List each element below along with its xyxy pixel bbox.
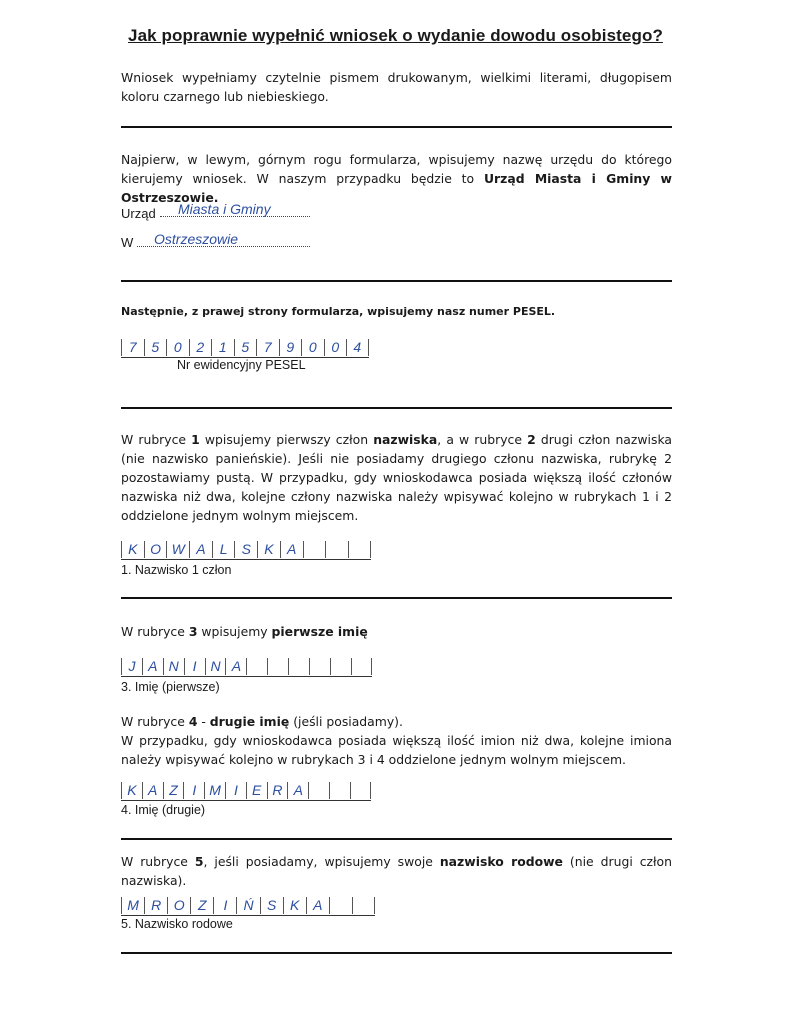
letter-box: I	[184, 658, 205, 675]
office-instructions	[121, 150, 672, 207]
letter-box: K	[257, 541, 280, 558]
pesel-instructions: Następnie, z prawej strony formularza, wpisujemy nasz numer PESEL.	[121, 305, 556, 318]
text: (jeśli posiadamy).	[289, 714, 403, 729]
letter-box	[267, 658, 288, 675]
divider	[121, 838, 672, 840]
letter-box: A	[306, 897, 329, 914]
office-instructions-text: Najpierw, w lewym, górnym rogu formularza, wpisujemy nazwę urzędu do którego kierujemy wniosek. W naszym przypadku będzie to	[121, 152, 672, 186]
letter-box: 0	[301, 339, 324, 356]
letter-box	[309, 658, 330, 675]
letter-box: L	[212, 541, 235, 558]
bold-term: nazwisko rodowe	[439, 854, 563, 869]
pesel-boxes	[121, 339, 369, 358]
letter-box: 7	[256, 339, 279, 356]
text: , a w rubryce	[437, 432, 528, 447]
second-name-instructions	[121, 712, 672, 769]
city-field-label: W	[121, 235, 134, 250]
text: -	[197, 714, 210, 729]
second-name-caption: 4. Imię (drugie)	[121, 803, 206, 817]
letter-box	[329, 897, 352, 914]
pesel-caption: Nr ewidencyjny PESEL	[177, 358, 306, 372]
letter-box: N	[163, 658, 184, 675]
letter-box: O	[144, 541, 167, 558]
field-number: 3	[188, 624, 198, 639]
text: W przypadku, gdy wnioskodawca posiada większą ilość imion niż dwa, kolejne imiona należy wpisywać kolejno w rubrykach 3 i 4 oddzielone jednym wolnym miejscem.	[121, 733, 672, 767]
letter-box: 1	[211, 339, 234, 356]
divider	[121, 407, 672, 409]
letter-box: 4	[346, 339, 369, 356]
bold-term: nazwiska	[373, 432, 438, 447]
letter-box	[288, 658, 309, 675]
letter-box: K	[121, 782, 142, 799]
letter-box: A	[287, 782, 308, 799]
letter-box: A	[225, 658, 246, 675]
letter-box: I	[213, 897, 236, 914]
text: W rubryce	[121, 624, 189, 639]
office-name-bold: Urząd Miasta i Gminy w Ostrzeszowie.	[121, 171, 673, 205]
letter-box	[351, 658, 372, 675]
text: wpisujemy pierwszy człon	[199, 432, 374, 447]
letter-box	[330, 658, 351, 675]
letter-box	[246, 658, 267, 675]
text: , jeśli posiadamy, wpisujemy swoje	[203, 854, 440, 869]
text: W rubryce	[121, 432, 192, 447]
letter-box	[303, 541, 326, 558]
letter-box: K	[121, 541, 144, 558]
text: drugi człon nazwiska (nie nazwisko panieńskie). Jeśli nie posiadamy drugiego członu nazwiska, rubrykę 2 pozostawiamy pustą. W przypadku, gdy wnioskodawca posiada większą ilość członów nazwiska niż dwa, kolejne człony nazwiska należy wpisywać kolejno w rubrykach 1 i 2 oddzielone jednym wolnym miejscem.	[121, 432, 672, 523]
text: W rubryce	[121, 854, 195, 869]
divider	[121, 280, 672, 282]
page-title: Jak poprawnie wypełnić wniosek o wydanie dowodu osobistego?	[128, 26, 663, 45]
text: wpisujemy	[197, 624, 272, 639]
letter-box: A	[189, 541, 212, 558]
letter-box: 2	[189, 339, 212, 356]
letter-box	[350, 782, 371, 799]
first-name-instructions	[121, 622, 672, 641]
letter-box	[352, 897, 375, 914]
letter-box: M	[121, 897, 144, 914]
city-field-value: Ostrzeszowie	[154, 231, 239, 247]
second-name-boxes	[121, 782, 371, 801]
field-number: 5	[194, 854, 204, 869]
letter-box: A	[142, 782, 163, 799]
first-name-caption: 3. Imię (pierwsze)	[121, 680, 220, 694]
divider	[121, 597, 672, 599]
divider	[121, 952, 672, 954]
letter-box: A	[142, 658, 163, 675]
letter-box	[325, 541, 348, 558]
letter-box: 5	[234, 339, 257, 356]
office-field-label: Urząd	[121, 206, 156, 221]
letter-box: Z	[163, 782, 184, 799]
letter-box	[308, 782, 329, 799]
letter-box: I	[225, 782, 246, 799]
letter-box: O	[167, 897, 190, 914]
letter-box: S	[260, 897, 283, 914]
field-number: 1	[191, 432, 200, 447]
family-name-caption: 5. Nazwisko rodowe	[121, 917, 233, 931]
surname-instructions	[121, 430, 672, 525]
letter-box: N	[205, 658, 226, 675]
letter-box: Ń	[236, 897, 259, 914]
letter-box	[348, 541, 371, 558]
letter-box: Z	[190, 897, 213, 914]
letter-box: 0	[166, 339, 189, 356]
letter-box: R	[144, 897, 167, 914]
letter-box: J	[121, 658, 142, 675]
bold-term: pierwsze imię	[271, 624, 368, 639]
family-name-boxes	[121, 897, 375, 916]
letter-box: 0	[324, 339, 347, 356]
intro-paragraph: Wniosek wypełniamy czytelnie pismem drukowanym, wielkimi literami, długopisem koloru czarnego lub niebieskiego.	[121, 70, 672, 104]
letter-box: E	[246, 782, 267, 799]
bold-term: drugie imię	[209, 714, 290, 729]
letter-box: R	[267, 782, 288, 799]
letter-box: W	[166, 541, 189, 558]
letter-box: 9	[279, 339, 302, 356]
text: W rubryce	[121, 714, 189, 729]
surname-boxes	[121, 541, 371, 560]
field-number: 2	[527, 432, 536, 447]
letter-box: 7	[121, 339, 144, 356]
letter-box: I	[183, 782, 204, 799]
letter-box: K	[283, 897, 306, 914]
first-name-boxes	[121, 658, 372, 677]
surname-caption: 1. Nazwisko 1 człon	[121, 563, 232, 577]
letter-box: A	[280, 541, 303, 558]
family-name-instructions	[121, 852, 672, 890]
letter-box: M	[204, 782, 225, 799]
letter-box: S	[234, 541, 257, 558]
letter-box	[329, 782, 350, 799]
letter-box: 5	[144, 339, 167, 356]
office-field-value: Miasta i Gminy	[178, 201, 271, 217]
text: (nie drugi człon nazwiska).	[121, 854, 672, 888]
field-number: 4	[188, 714, 198, 729]
divider	[121, 126, 672, 128]
